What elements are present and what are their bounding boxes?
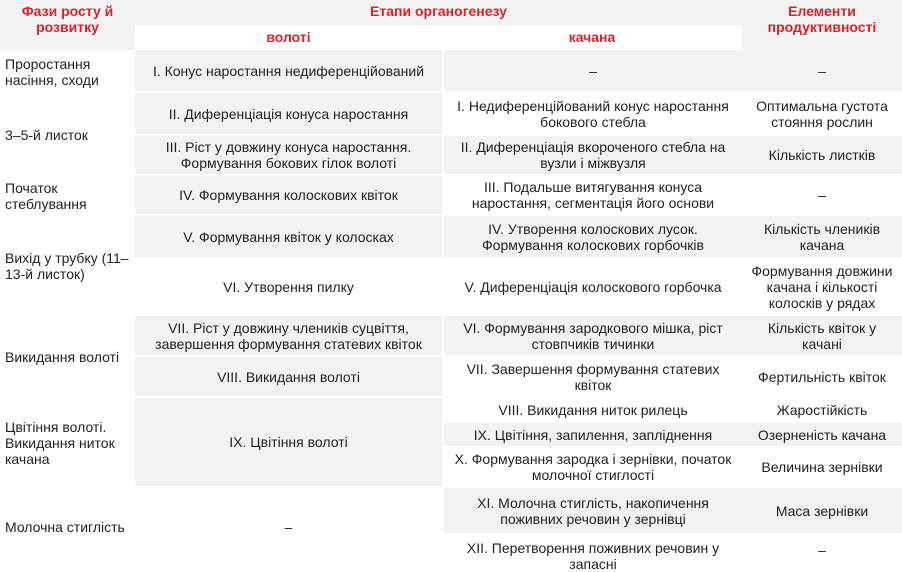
element-row-12: Маса зернівки <box>742 488 902 535</box>
phase-germination: Проростання насіння, сходи <box>0 50 135 93</box>
phase-stemming: Початок стеблування <box>0 176 135 216</box>
header-stages: Етапи органогенезу <box>135 0 742 25</box>
phase-tube: Вихід у трубку (11–13-й листок) <box>0 216 135 316</box>
element-row-1: – <box>742 50 902 93</box>
ear-stage-5: V. Диференціація колоскового горбочка <box>442 259 742 316</box>
phase-milk-ripeness: Молочна стиглість <box>0 488 135 565</box>
panicle-stage-8: VІІІ. Викидання волоті <box>135 357 442 398</box>
phase-panicle-emergence: Викидання волоті <box>0 316 135 398</box>
element-row-8: Фертильність квіток <box>742 357 902 398</box>
ear-stage-3: ІІІ. Подальше витягування конуса наростання, сегментація його основи <box>442 176 742 216</box>
panicle-stage-2: ІІ. Диференціація конуса наростання <box>135 93 442 136</box>
phase-flowering: Цвітіння волоті. Викидання ниток качана <box>0 398 135 488</box>
ear-stage-8: VІІІ. Викидання ниток рилець <box>442 398 742 423</box>
element-row-2: Оптимальна густота стояння рослин <box>742 93 902 136</box>
panicle-stage-1: І. Конус наростання недиференційований <box>135 50 442 93</box>
element-row-4: – <box>742 176 902 216</box>
ear-stage-11: ХІ. Молочна стиглість, накопичення поживних речовин у зернівці <box>442 488 742 535</box>
subheader-panicle: волоті <box>135 25 442 50</box>
ear-stage-4: ІV. Утворення колоскових лусок. Формування колоскових горбочків <box>442 216 742 259</box>
ear-stage-1: І. Недиференційований конус наростання бокового стебла <box>442 93 742 136</box>
element-row-6: Формування довжини качана і кількості колосків у рядах <box>742 259 902 316</box>
header-elements: Елементи продуктивності <box>742 0 902 50</box>
subheader-ear: качана <box>442 25 742 50</box>
ear-stage-10: Х. Формування зародка і зернівки, початок молочної стиглості <box>442 448 742 488</box>
ear-stage-9: ІХ. Цвітіння, запилення, запліднення <box>442 423 742 448</box>
element-row-13: – <box>742 535 902 565</box>
element-row-5: Кількість члеників качана <box>742 216 902 259</box>
element-row-10: Озерненість качана <box>742 423 902 448</box>
ear-stage-none: – <box>442 50 742 93</box>
header-phases: Фази росту й розвитку <box>0 0 135 50</box>
ear-stage-6: VІ. Формування зародкового мішка, ріст стовпчиків тичинки <box>442 316 742 357</box>
ear-stage-2: ІІ. Диференціація вкороченого стебла на вузли і міжвузля <box>442 136 742 176</box>
panicle-stage-6: VІ. Утворення пилку <box>135 259 442 316</box>
panicle-stage-none: – <box>135 488 442 565</box>
element-row-11: Величина зернівки <box>742 448 902 488</box>
ear-stage-12: ХІІ. Перетворення поживних речовин у запасні <box>442 535 742 565</box>
panicle-stage-3: ІІІ. Ріст у довжину конуса наростання. Формування бокових гілок волоті <box>135 136 442 176</box>
panicle-stage-4: ІV. Формування колоскових квіток <box>135 176 442 216</box>
panicle-stage-5: V. Формування квіток у колосках <box>135 216 442 259</box>
panicle-stage-9: ІХ. Цвітіння волоті <box>135 398 442 488</box>
ear-stage-7: VІІ. Завершення формування статевих квіток <box>442 357 742 398</box>
panicle-stage-7: VІІ. Ріст у довжину члеників суцвіття, завершення формування статевих квіток <box>135 316 442 357</box>
element-row-3: Кількість листків <box>742 136 902 176</box>
element-row-9: Жаростійкість <box>742 398 902 423</box>
element-row-7: Кількість квіток у качані <box>742 316 902 357</box>
phase-leaves: 3–5-й листок <box>0 93 135 176</box>
